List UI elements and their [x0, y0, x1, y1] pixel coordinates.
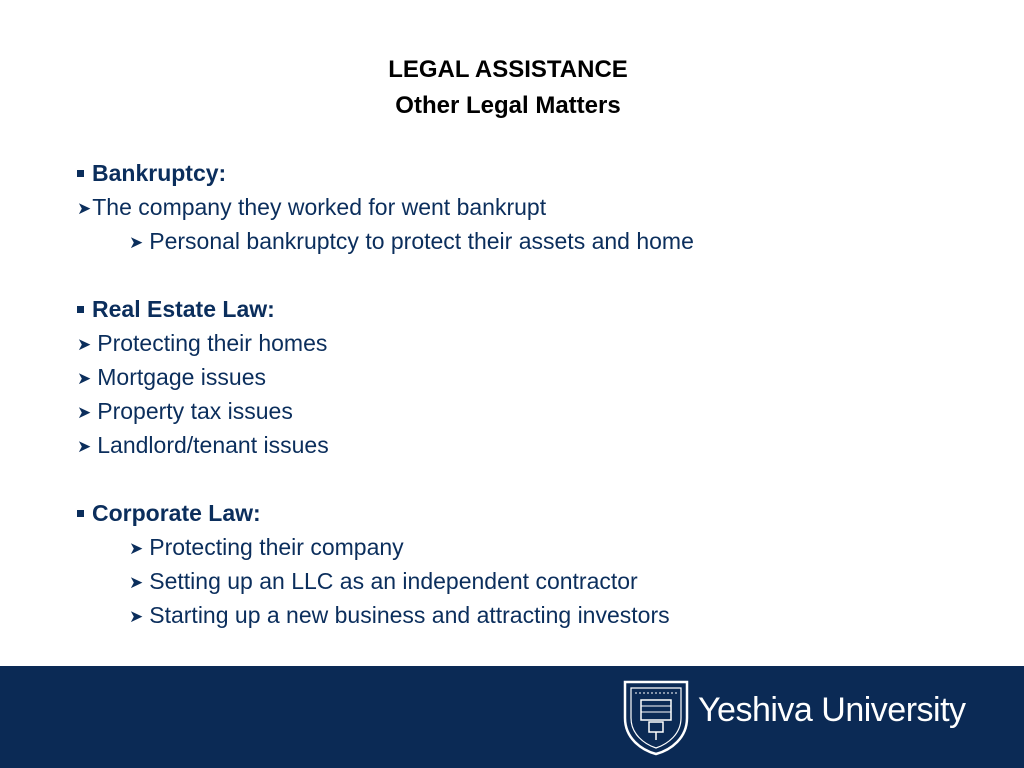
footer-bar: [0, 666, 1024, 768]
arrowhead-bullet-icon: ➤: [129, 573, 144, 592]
list-item: [77, 360, 977, 394]
spacer: [77, 258, 977, 292]
slide-content: [77, 156, 977, 632]
list-item-text: The company they worked for went bankrupt: [92, 194, 547, 220]
list-item: [77, 564, 977, 598]
list-item: [77, 224, 977, 258]
list-item-text: Protecting their homes: [97, 330, 328, 356]
section-heading-label: Real Estate Law:: [92, 296, 275, 322]
arrowhead-bullet-icon: ➤: [77, 437, 92, 456]
list-item-text: Protecting their company: [149, 534, 404, 560]
arrowhead-bullet-icon: ➤: [129, 233, 144, 252]
yeshiva-university-seal-icon: [619, 678, 693, 756]
section-heading-bankruptcy: [77, 156, 977, 190]
list-item: [77, 326, 977, 360]
spacer: [77, 462, 977, 496]
list-item-text: Landlord/tenant issues: [97, 432, 329, 458]
list-item-text: Mortgage issues: [97, 364, 266, 390]
list-item: [77, 428, 977, 462]
list-item: [77, 394, 977, 428]
arrowhead-bullet-icon: ➤: [129, 539, 144, 558]
arrowhead-bullet-icon: ➤: [77, 369, 92, 388]
section-heading-label: Corporate Law:: [92, 500, 261, 526]
slide-title: [0, 52, 1016, 124]
list-item-text: Personal bankruptcy to protect their assets and home: [149, 228, 694, 254]
square-bullet-icon: [77, 510, 84, 517]
list-item: [77, 598, 977, 632]
title-main: LEGAL ASSISTANCE: [388, 56, 628, 83]
square-bullet-icon: [77, 306, 84, 313]
square-bullet-icon: [77, 170, 84, 177]
list-item-text: Property tax issues: [97, 398, 293, 424]
arrowhead-bullet-icon: ➤: [129, 607, 144, 626]
list-item: [77, 190, 977, 224]
section-heading-real-estate: [77, 292, 977, 326]
list-item-text: Starting up a new business and attracting investors: [149, 602, 670, 628]
list-item: [77, 530, 977, 564]
list-item-text: Setting up an LLC as an independent contractor: [149, 568, 638, 594]
arrowhead-bullet-icon: ➤: [77, 199, 92, 218]
arrowhead-bullet-icon: ➤: [77, 335, 92, 354]
title-subtitle: Other Legal Matters: [395, 92, 621, 119]
arrowhead-bullet-icon: ➤: [77, 403, 92, 422]
university-name: Yeshiva University: [698, 691, 966, 729]
section-heading-corporate: [77, 496, 977, 530]
section-heading-label: Bankruptcy:: [92, 160, 227, 186]
